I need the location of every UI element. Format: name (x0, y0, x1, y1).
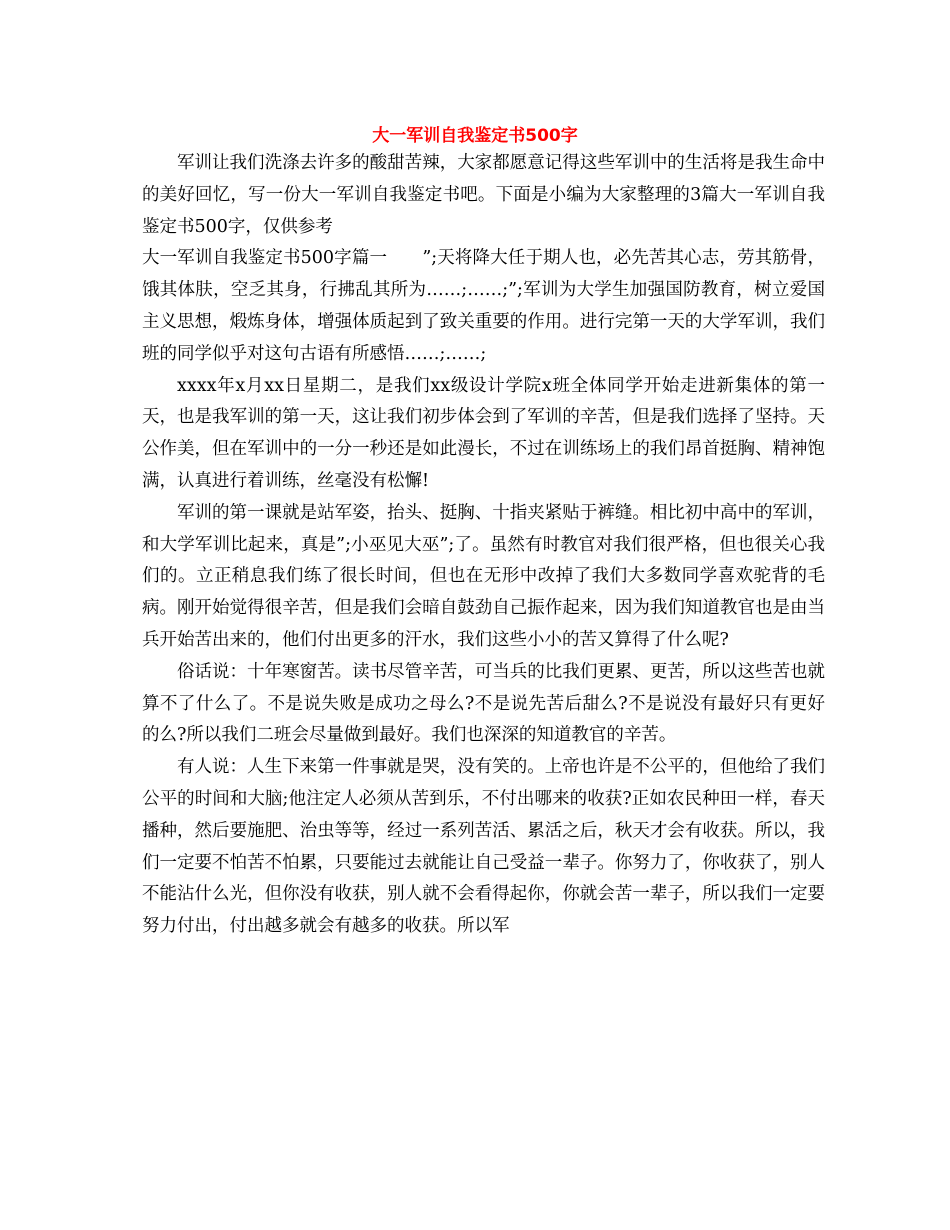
paragraph: 有人说：人生下来第一件事就是哭，没有笑的。上帝也许是不公平的，但他给了我们公平的时间和大脑;他注定人必须从苦到乐，不付出哪来的收获?正如农民种田一样，春天播种，然后要施肥、治虫等等，经过一系列苦活、累活之后，秋天才会有收获。所以，我们一定要不怕苦不怕累，只要能过去就能让自己受益一辈子。你努力了，你收获了，别人不能沾什么光，但你没有收获，别人就不会看得起你，你就会苦一辈子，所以我们一定要努力付出，付出越多就会有越多的收获。所以军 (142, 757, 825, 937)
paragraph: 俗话说：十年寒窗苦。读书尽管辛苦，可当兵的比我们更累、更苦，所以这些苦也就算不了什么了。不是说失败是成功之母么?不是说先苦后甜么?不是说没有最好只有更好的么?所以我们二班会尽量做到最好。我们也深深的知道教官的辛苦。 (142, 661, 825, 746)
document-body (142, 148, 825, 943)
paragraph: xxxx年x月xx日星期二，是我们xx级设计学院x班全体同学开始走进新集体的第一天，也是我军训的第一天，这让我们初步体会到了军训的辛苦，但是我们选择了坚持。天公作美，但在军训中的一分一秒还是如此漫长，不过在训练场上的我们昂首挺胸、精神饱满，认真进行着训练，丝毫没有松懈! (142, 375, 825, 491)
document-title: 大一军训自我鉴定书500字 (372, 126, 578, 146)
paragraph: 大一军训自我鉴定书500字篇一 ”;天将降大任于期人也，必先苦其心志，劳其筋骨，饿其体肤，空乏其身，行拂乱其所为……;……;”;军训为大学生加强国防教育，树立爱国主义思想，煅炼身体，增强体质起到了致关重要的作用。进行完第一天的大学军训，我们班的同学似乎对这句古语有所感悟……;……; (142, 248, 825, 364)
paragraph: 军训让我们洗涤去许多的酸甜苦辣，大家都愿意记得这些军训中的生活将是我生命中的美好回忆，写一份大一军训自我鉴定书吧。下面是小编为大家整理的3篇大一军训自我鉴定书500字，仅供参考 (142, 153, 825, 237)
paragraph: 军训的第一课就是站军姿，抬头、挺胸、十指夹紧贴于裤缝。相比初中高中的军训，和大学军训比起来，真是”;小巫见大巫”;了。虽然有时教官对我们很严格，但也很关心我们的。立正稍息我们练了很长时间，但也在无形中改掉了我们大多数同学喜欢驼背的毛病。刚开始觉得很辛苦，但是我们会暗自鼓劲自己振作起来，因为我们知道教官也是由当兵开始苦出来的，他们付出更多的汗水，我们这些小小的苦又算得了什么呢? (142, 502, 825, 650)
